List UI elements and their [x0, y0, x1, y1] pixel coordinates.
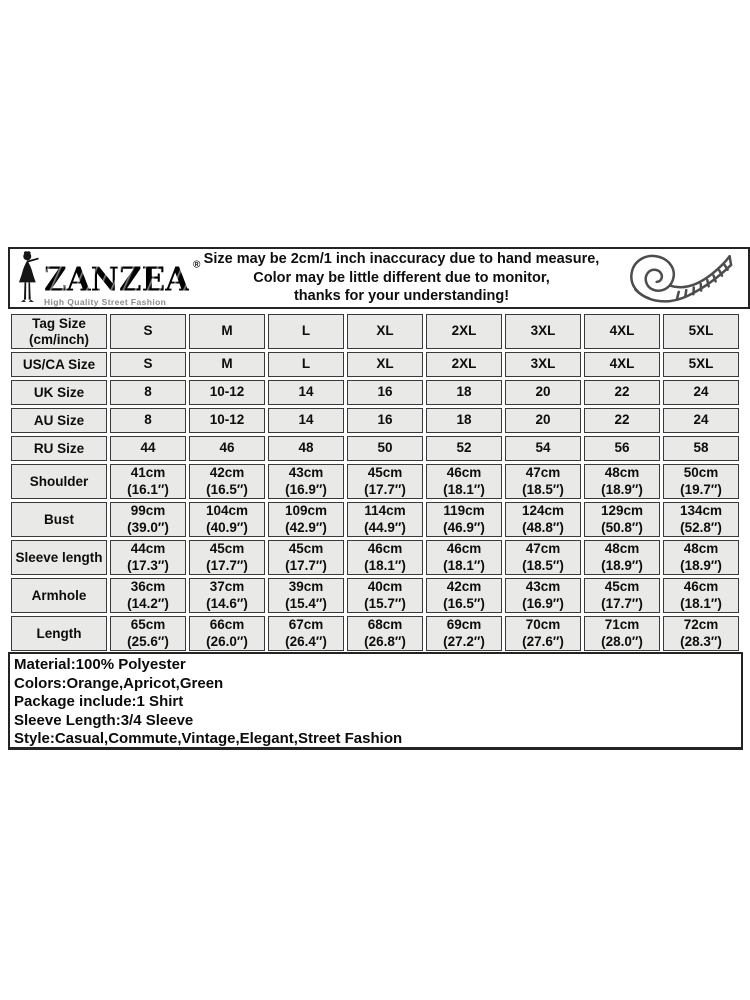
size-cell [584, 408, 660, 433]
size-cell-line: (52.8″) [680, 519, 722, 535]
size-cell-line: 134cm [679, 503, 723, 518]
size-cell [426, 464, 502, 499]
size-cell-line: (40.9″) [206, 519, 248, 535]
size-cell [426, 436, 502, 461]
size-cell-line: (17.7″) [285, 557, 327, 573]
table-row [11, 436, 739, 461]
size-cell-line: 47cm [525, 465, 561, 480]
size-cell [426, 352, 502, 377]
size-cell [110, 380, 186, 405]
table-row [11, 380, 739, 405]
size-cell-line: 45cm [288, 541, 324, 556]
size-cell-line: 54 [535, 440, 551, 456]
size-cell [426, 616, 502, 651]
size-cell-line: (25.6″) [127, 633, 169, 649]
size-cell-line: 42cm [446, 579, 482, 594]
table-row [11, 314, 739, 349]
size-cell-line: 48 [298, 440, 314, 456]
size-cell-line: 2XL [451, 356, 477, 372]
size-cell-line: (18.5″) [522, 557, 564, 573]
size-cell [505, 464, 581, 499]
size-cell-line: 47cm [525, 541, 561, 556]
size-cell-line: (16.5″) [206, 481, 248, 497]
size-cell-line: XL [376, 323, 394, 339]
size-cell-line: 3XL [530, 323, 556, 339]
size-table-body [11, 314, 739, 651]
size-cell [426, 314, 502, 349]
size-cell-line: 8 [144, 384, 152, 400]
size-cell [110, 464, 186, 499]
size-cell [268, 464, 344, 499]
size-cell-line: 67cm [288, 617, 324, 632]
size-cell-line: 129cm [600, 503, 644, 518]
info-line-package: Package include:1 Shirt [14, 693, 184, 710]
size-cell-line: (48.8″) [522, 519, 564, 535]
size-cell [189, 540, 265, 575]
size-cell [347, 352, 423, 377]
size-cell-line: 44cm [130, 541, 166, 556]
size-cell [189, 502, 265, 537]
size-cell-line: 20 [535, 384, 551, 400]
row-header-line: Bust [44, 511, 74, 527]
size-cell [663, 616, 739, 651]
size-cell [505, 314, 581, 349]
table-row [11, 616, 739, 651]
table-row [11, 540, 739, 575]
size-cell [426, 380, 502, 405]
notice-line: thanks for your understanding! [293, 288, 510, 305]
row-header-uk-size [11, 380, 107, 405]
size-cell-line: S [143, 323, 153, 339]
row-header-line: Sleeve length [15, 549, 103, 565]
size-cell-line: 10-12 [209, 412, 245, 428]
size-cell-line: 114cm [364, 503, 406, 518]
size-cell [110, 436, 186, 461]
size-cell [268, 408, 344, 433]
size-cell [505, 352, 581, 377]
info-line-sleeve-length: Sleeve Length:3/4 Sleeve [14, 711, 194, 729]
size-cell [347, 464, 423, 499]
size-cell-line: L [301, 323, 311, 339]
size-cell-line: 16 [377, 384, 393, 400]
size-cell [189, 352, 265, 377]
size-cell [268, 314, 344, 349]
size-cell [268, 352, 344, 377]
size-cell-line: 2XL [451, 323, 477, 339]
size-cell-line: 104cm [205, 503, 249, 518]
size-cell-line: 46cm [446, 541, 482, 556]
row-header-line: UK Size [33, 384, 85, 400]
size-cell-line: 10-12 [209, 384, 245, 400]
size-cell [347, 502, 423, 537]
size-cell [426, 408, 502, 433]
size-cell-line: 58 [693, 440, 709, 456]
size-cell-line: (18.1″) [364, 557, 406, 573]
row-header-us-ca-size [11, 352, 107, 377]
size-cell-line: 16 [377, 412, 393, 428]
size-cell [426, 578, 502, 613]
brand-header [8, 247, 750, 309]
size-cell [663, 436, 739, 461]
size-cell-line: 37cm [209, 579, 245, 594]
row-header-line: (cm/inch) [28, 331, 89, 347]
size-cell-line: 18 [456, 412, 472, 428]
size-cell [189, 408, 265, 433]
size-cell-line: (18.9″) [601, 481, 643, 497]
size-cell-line: (17.7″) [206, 557, 248, 573]
measuring-tape-icon [616, 250, 738, 306]
size-cell [347, 578, 423, 613]
size-cell [426, 540, 502, 575]
size-cell-line: (39.0″) [127, 519, 169, 535]
table-row [11, 408, 739, 433]
size-cell [584, 502, 660, 537]
size-cell-line: (50.8″) [601, 519, 643, 535]
size-cell-line: 50cm [683, 465, 719, 480]
size-cell-line: M [221, 356, 233, 372]
size-cell-line: (16.5″) [443, 595, 485, 611]
size-cell [189, 314, 265, 349]
size-cell [584, 616, 660, 651]
size-cell-line: 43cm [288, 465, 324, 480]
size-cell-line: 8 [144, 412, 152, 428]
size-cell [110, 408, 186, 433]
brand-tagline: High Quality Street Fashion [44, 296, 167, 307]
notice-line: Size may be 2cm/1 inch inaccuracy due to hand measure, [203, 251, 600, 268]
size-cell-line: (18.1″) [443, 557, 485, 573]
size-cell [505, 540, 581, 575]
size-cell-line: (15.7″) [364, 595, 406, 611]
measurement-notice [191, 250, 616, 306]
size-cell [189, 436, 265, 461]
size-cell-line: 5XL [688, 323, 714, 339]
size-cell [584, 352, 660, 377]
size-cell [189, 380, 265, 405]
size-cell-line: 22 [614, 412, 630, 428]
size-cell [347, 408, 423, 433]
size-cell [110, 314, 186, 349]
size-cell [268, 578, 344, 613]
size-cell-line: 44 [140, 440, 156, 456]
size-cell [189, 464, 265, 499]
size-cell [663, 578, 739, 613]
size-cell-line: 65cm [130, 617, 166, 632]
size-cell-line: (18.5″) [522, 481, 564, 497]
size-cell [347, 436, 423, 461]
table-row [11, 502, 739, 537]
size-cell [584, 578, 660, 613]
size-cell-line: 24 [693, 384, 709, 400]
size-cell-line: (26.4″) [285, 633, 327, 649]
size-cell [663, 540, 739, 575]
size-cell [663, 314, 739, 349]
size-cell [584, 464, 660, 499]
size-cell-line: (18.9″) [680, 557, 722, 573]
info-line-material: Material:100% Polyester [14, 656, 186, 673]
size-cell-line: 72cm [683, 617, 719, 632]
size-cell-line: S [143, 356, 153, 372]
size-cell [347, 616, 423, 651]
size-cell-line: 52 [456, 440, 472, 456]
brand-text-block [44, 258, 201, 307]
size-cell-line: (42.9″) [285, 519, 327, 535]
size-cell [584, 314, 660, 349]
size-cell-line: 41cm [130, 465, 166, 480]
product-info [8, 652, 743, 750]
table-row [11, 578, 739, 613]
size-cell [110, 540, 186, 575]
size-cell-line: 70cm [525, 617, 561, 632]
row-header-shoulder [11, 464, 107, 499]
size-cell [584, 540, 660, 575]
size-cell-line: 5XL [688, 356, 714, 372]
size-cell [268, 540, 344, 575]
size-cell [110, 578, 186, 613]
size-cell-line: 45cm [604, 579, 640, 594]
row-header-line: AU Size [33, 412, 85, 428]
size-cell [189, 616, 265, 651]
size-cell-line: 124cm [521, 503, 565, 518]
size-cell-line: (46.9″) [443, 519, 485, 535]
size-cell-line: 71cm [604, 617, 640, 632]
row-header-au-size [11, 408, 107, 433]
size-cell-line: M [221, 323, 233, 339]
size-cell-line: 4XL [609, 323, 635, 339]
row-header-ru-size [11, 436, 107, 461]
row-header-line: Armhole [31, 587, 87, 603]
size-cell-line: 14 [298, 412, 314, 428]
size-cell-line: 3XL [530, 356, 556, 372]
size-cell [505, 380, 581, 405]
size-cell [505, 436, 581, 461]
info-line-style: Style:Casual,Commute,Vintage,Elegant,Street Fashion [14, 730, 403, 747]
size-cell-line: XL [376, 356, 394, 372]
size-cell-line: (27.2″) [443, 633, 485, 649]
size-cell-line: (16.1″) [127, 481, 169, 497]
size-cell [347, 314, 423, 349]
size-cell-line: 45cm [367, 465, 403, 480]
size-cell-line: (14.6″) [206, 595, 248, 611]
size-cell [505, 578, 581, 613]
row-header-sleeve-length [11, 540, 107, 575]
size-cell-line: 4XL [609, 356, 635, 372]
size-cell-line: 66cm [209, 617, 245, 632]
row-header-line: US/CA Size [22, 356, 96, 372]
size-cell-line: 42cm [209, 465, 245, 480]
size-cell-line: 24 [693, 412, 709, 428]
size-cell-line: 45cm [209, 541, 245, 556]
size-cell-line: 20 [535, 412, 551, 428]
size-cell-line: 43cm [525, 579, 561, 594]
size-cell [663, 502, 739, 537]
size-cell-line: 69cm [446, 617, 482, 632]
size-cell [584, 380, 660, 405]
size-cell-line: 48cm [604, 465, 640, 480]
size-cell-line: 99cm [130, 503, 166, 518]
size-cell [189, 578, 265, 613]
brand-logo [16, 250, 201, 307]
info-line-colors: Colors:Orange,Apricot,Green [14, 674, 224, 692]
size-cell [110, 616, 186, 651]
size-cell-line: 46 [219, 440, 235, 456]
size-cell-line: (28.3″) [680, 633, 722, 649]
size-cell-line: (28.0″) [601, 633, 643, 649]
notice-line: Color may be little different due to monitor, [253, 269, 550, 286]
size-cell [347, 540, 423, 575]
size-cell-line: 46cm [446, 465, 482, 480]
size-cell-line: 48cm [604, 541, 640, 556]
size-cell-line: (18.9″) [601, 557, 643, 573]
size-cell [663, 352, 739, 377]
size-cell [268, 502, 344, 537]
size-cell-line: (27.6″) [522, 633, 564, 649]
row-header-line: Tag Size [32, 315, 86, 331]
woman-silhouette-icon [16, 250, 42, 306]
size-cell-line: 48cm [683, 541, 719, 556]
size-cell [268, 436, 344, 461]
row-header-line: Shoulder [29, 473, 89, 489]
size-cell [268, 380, 344, 405]
size-cell [505, 502, 581, 537]
size-cell-line: 68cm [367, 617, 403, 632]
size-cell-line: (19.7″) [680, 481, 722, 497]
size-cell [663, 380, 739, 405]
size-cell [663, 408, 739, 433]
size-cell-line: (44.9″) [364, 519, 406, 535]
row-header-line: Length [36, 625, 82, 641]
size-cell-line: L [301, 356, 311, 372]
size-cell-line: (17.7″) [601, 595, 643, 611]
size-cell-line: (17.3″) [127, 557, 169, 573]
size-table [8, 311, 742, 654]
size-cell [505, 408, 581, 433]
size-cell-line: 18 [456, 384, 472, 400]
size-cell-line: (16.9″) [285, 481, 327, 497]
size-cell-line: 22 [614, 384, 630, 400]
size-cell [505, 616, 581, 651]
size-cell-line: 119cm [443, 503, 485, 518]
size-cell [347, 380, 423, 405]
table-row [11, 352, 739, 377]
row-header-tag-size-cm-inch [11, 314, 107, 349]
size-cell [110, 502, 186, 537]
size-cell-line: (26.0″) [206, 633, 248, 649]
size-cell-line: 56 [614, 440, 630, 456]
size-cell-line: (18.1″) [680, 595, 722, 611]
size-cell-line: 40cm [367, 579, 403, 594]
size-cell-line: 50 [377, 440, 393, 456]
registered-trademark: ® [192, 258, 201, 271]
table-row [11, 464, 739, 499]
size-cell-line: (16.9″) [522, 595, 564, 611]
row-header-length [11, 616, 107, 651]
row-header-line: RU Size [33, 440, 85, 456]
brand-name: ZANZEA ® [44, 258, 201, 299]
size-cell-line: 46cm [683, 579, 719, 594]
size-cell [110, 352, 186, 377]
size-cell-line: (15.4″) [285, 595, 327, 611]
size-cell [584, 436, 660, 461]
size-cell-line: (18.1″) [443, 481, 485, 497]
size-cell [426, 502, 502, 537]
size-cell-line: 36cm [130, 579, 166, 594]
size-cell [268, 616, 344, 651]
size-cell-line: (26.8″) [364, 633, 406, 649]
row-header-armhole [11, 578, 107, 613]
size-cell-line: 46cm [367, 541, 403, 556]
size-cell-line: (14.2″) [127, 595, 169, 611]
size-cell-line: 109cm [284, 503, 328, 518]
size-cell-line: 39cm [288, 579, 324, 594]
size-cell-line: (17.7″) [364, 481, 406, 497]
size-cell-line: 14 [298, 384, 314, 400]
size-cell [663, 464, 739, 499]
row-header-bust [11, 502, 107, 537]
